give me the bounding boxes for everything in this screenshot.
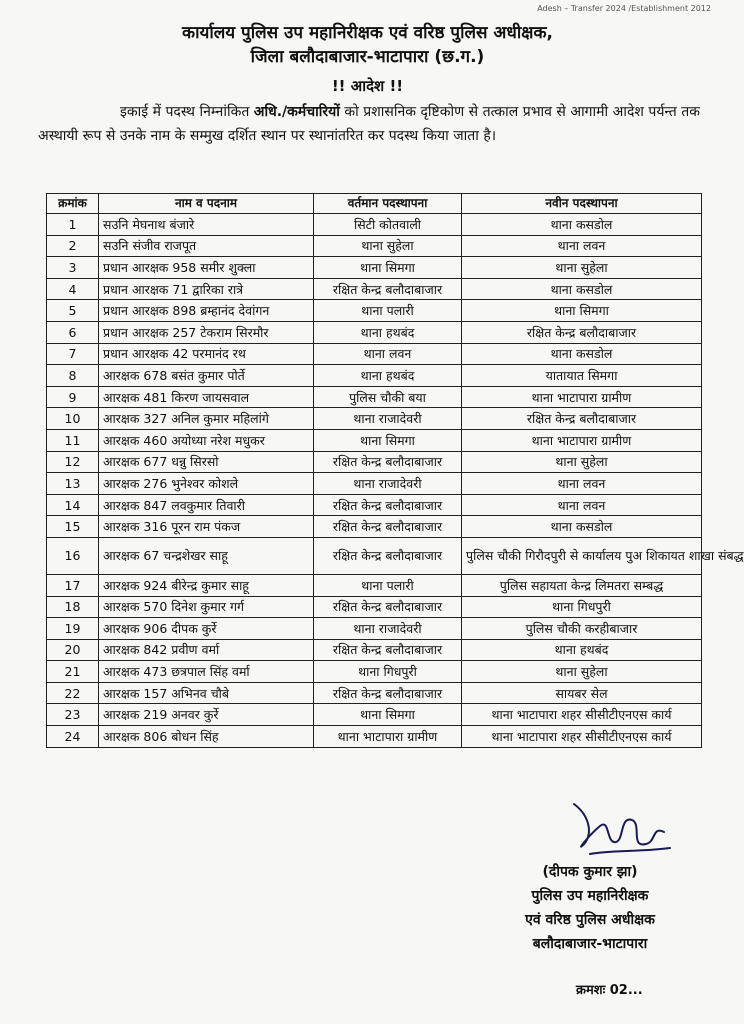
cell-name-designation: सउनि मेघनाथ बंजारे: [99, 214, 314, 236]
table-row: [47, 516, 702, 538]
table-row: [47, 639, 702, 661]
table-row: [47, 300, 702, 322]
table-row: [47, 214, 702, 236]
cell-current-posting: थाना पलारी: [314, 574, 462, 596]
table-row: [47, 321, 702, 343]
cell-new-posting: थाना सिमगा: [462, 300, 702, 322]
table-row: [47, 596, 702, 618]
transfer-table: [46, 193, 744, 748]
cell-current-posting: थाना राजादेवरी: [314, 473, 462, 495]
cell-serial: 19: [47, 618, 99, 640]
cell-current-posting: थाना भाटापारा ग्रामीण: [314, 726, 462, 748]
cell-name-designation: आरक्षक 842 प्रवीण वर्मा: [99, 639, 314, 661]
cell-new-posting: थाना भाटापारा ग्रामीण: [462, 386, 702, 408]
signatory-designation-2: एवं वरिष्ठ पुलिस अधीक्षक: [525, 912, 655, 928]
cell-current-posting: थाना हथबंद: [314, 321, 462, 343]
cell-current-posting: रक्षित केन्द्र बलौदाबाजार: [314, 451, 462, 473]
cell-name-designation: आरक्षक 924 बीरेन्द्र कुमार साहू: [99, 574, 314, 596]
cell-serial: 12: [47, 451, 99, 473]
cell-new-posting: थाना भाटापारा शहर सीसीटीएनएस कार्य: [462, 704, 702, 726]
cell-current-posting: थाना सिमगा: [314, 429, 462, 451]
cell-name-designation: आरक्षक 677 धन्नु सिरसो: [99, 451, 314, 473]
cell-serial: 22: [47, 682, 99, 704]
cell-name-designation: आरक्षक 906 दीपक कुर्रे: [99, 618, 314, 640]
cell-name-designation: आरक्षक 157 अभिनव चौबे: [99, 682, 314, 704]
cell-new-posting: थाना कसडोल: [462, 278, 702, 300]
cell-current-posting: पुलिस चौकी बया: [314, 386, 462, 408]
cell-name-designation: आरक्षक 806 बोधन सिंह: [99, 726, 314, 748]
cell-name-designation: प्रधान आरक्षक 42 परमानंद रथ: [99, 343, 314, 365]
cell-current-posting: रक्षित केन्द्र बलौदाबाजार: [314, 639, 462, 661]
district-title: जिला बलौदाबाजार-भाटापारा (छ.ग.): [250, 47, 485, 67]
table-row: [47, 278, 702, 300]
office-title: कार्यालय पुलिस उप महानिरीक्षक एवं वरिष्ठ पुलिस अधीक्षक,: [182, 23, 553, 43]
cell-new-posting: थाना सुहेला: [462, 257, 702, 279]
cell-name-designation: आरक्षक 67 चन्द्रशेखर साहू: [99, 537, 314, 574]
col-header-serial: क्रमांक: [47, 194, 99, 214]
cell-name-designation: आरक्षक 847 लवकुमार तिवारी: [99, 494, 314, 516]
table-row: [47, 365, 702, 387]
cell-current-posting: थाना राजादेवरी: [314, 408, 462, 430]
cell-new-posting: रक्षित केन्द्र बलौदाबाजार: [462, 408, 702, 430]
cell-new-posting: सायबर सेल: [462, 682, 702, 704]
cell-name-designation: आरक्षक 570 दिनेश कुमार गर्ग: [99, 596, 314, 618]
cell-current-posting: थाना पलारी: [314, 300, 462, 322]
cell-serial: 9: [47, 386, 99, 408]
col-header-new-posting: नवीन पदस्थापना: [462, 194, 702, 214]
table-row: [47, 473, 702, 495]
cell-name-designation: सउनि संजीव राजपूत: [99, 235, 314, 257]
cell-new-posting: थाना भाटापारा शहर सीसीटीएनएस कार्य: [462, 726, 702, 748]
table-row: [47, 682, 702, 704]
cell-serial: 20: [47, 639, 99, 661]
cell-new-posting: पुलिस चौकी गिरौदपुरी से कार्यालय पुअ शिकायत शाखा संबद्ध: [462, 537, 702, 574]
cell-name-designation: प्रधान आरक्षक 71 द्वारिका रात्रे: [99, 278, 314, 300]
signature-mark: [560, 796, 680, 866]
cell-new-posting: थाना भाटापारा ग्रामीण: [462, 429, 702, 451]
cell-serial: 7: [47, 343, 99, 365]
cell-new-posting: थाना गिधपुरी: [462, 596, 702, 618]
table-row: [47, 574, 702, 596]
cell-name-designation: आरक्षक 327 अनिल कुमार महिलांगे: [99, 408, 314, 430]
order-body-paragraph: इकाई में पदस्थ निम्नांकित अधि./कर्मचारियों को प्रशासनिक दृष्टिकोण से तत्काल प्रभाव से आगामी आदेश पर्यन्त तक अस्थायी रूप से उनके नाम के सम्मुख दर्शित स्थान पर स्थानांतरित कर पदस्थ किया जाता है।: [38, 104, 700, 144]
order-body-bold: अधि./कर्मचारियों: [253, 104, 340, 120]
cell-new-posting: थाना हथबंद: [462, 639, 702, 661]
table-row: [47, 618, 702, 640]
cell-serial: 2: [47, 235, 99, 257]
cell-name-designation: प्रधान आरक्षक 257 टेकराम सिरमौर: [99, 321, 314, 343]
cell-current-posting: थाना सिमगा: [314, 704, 462, 726]
cell-current-posting: थाना लवन: [314, 343, 462, 365]
document-reference-note: Adesh – Transfer 2024 /Establishment 2012: [537, 4, 711, 13]
cell-serial: 11: [47, 429, 99, 451]
cell-serial: 18: [47, 596, 99, 618]
table-row: [47, 408, 702, 430]
cell-current-posting: थाना हथबंद: [314, 365, 462, 387]
cell-new-posting: थाना कसडोल: [462, 516, 702, 538]
cell-name-designation: आरक्षक 219 अनवर कुर्रे: [99, 704, 314, 726]
cell-serial: 3: [47, 257, 99, 279]
cell-new-posting: थाना लवन: [462, 235, 702, 257]
cell-serial: 5: [47, 300, 99, 322]
cell-name-designation: आरक्षक 473 छत्रपाल सिंह वर्मा: [99, 661, 314, 683]
cell-new-posting: थाना सुहेला: [462, 661, 702, 683]
cell-new-posting: थाना सुहेला: [462, 451, 702, 473]
table-row: [47, 661, 702, 683]
cell-serial: 4: [47, 278, 99, 300]
cell-serial: 13: [47, 473, 99, 495]
cell-name-designation: आरक्षक 481 किरण जायसवाल: [99, 386, 314, 408]
table-row: [47, 704, 702, 726]
cell-current-posting: थाना सिमगा: [314, 257, 462, 279]
cell-new-posting: थाना लवन: [462, 473, 702, 495]
cell-serial: 16: [47, 537, 99, 574]
cell-current-posting: सिटी कोतवाली: [314, 214, 462, 236]
cell-serial: 21: [47, 661, 99, 683]
cell-current-posting: रक्षित केन्द्र बलौदाबाजार: [314, 494, 462, 516]
table-row: [47, 257, 702, 279]
cell-new-posting: यातायात सिमगा: [462, 365, 702, 387]
table-row: [47, 235, 702, 257]
cell-current-posting: रक्षित केन्द्र बलौदाबाजार: [314, 596, 462, 618]
table-row: [47, 386, 702, 408]
signatory-name: (दीपक कुमार झा): [542, 864, 638, 880]
table-row: [47, 343, 702, 365]
cell-name-designation: आरक्षक 678 बसंत कुमार पोर्ते: [99, 365, 314, 387]
cell-serial: 14: [47, 494, 99, 516]
cell-serial: 23: [47, 704, 99, 726]
cell-current-posting: रक्षित केन्द्र बलौदाबाजार: [314, 537, 462, 574]
cell-new-posting: पुलिस चौकी करहीबाजार: [462, 618, 702, 640]
cell-current-posting: थाना सुहेला: [314, 235, 462, 257]
cell-current-posting: रक्षित केन्द्र बलौदाबाजार: [314, 278, 462, 300]
col-header-name: नाम व पदनाम: [99, 194, 314, 214]
cell-name-designation: आरक्षक 460 अयोध्या नरेश मधुकर: [99, 429, 314, 451]
cell-name-designation: प्रधान आरक्षक 898 ब्रम्हानंद देवांगन: [99, 300, 314, 322]
transfer-table-body: [47, 214, 744, 748]
table-header-row: [47, 194, 702, 214]
cell-name-designation: आरक्षक 316 पूरन राम पंकज: [99, 516, 314, 538]
cell-serial: 15: [47, 516, 99, 538]
order-title: !! आदेश !!: [331, 77, 404, 95]
table-row: [47, 451, 702, 473]
cell-serial: 17: [47, 574, 99, 596]
cell-serial: 24: [47, 726, 99, 748]
cell-new-posting: रक्षित केन्द्र बलौदाबाजार: [462, 321, 702, 343]
table-row: [47, 726, 702, 748]
cell-new-posting: पुलिस सहायता केन्द्र लिमतरा सम्बद्ध: [462, 574, 702, 596]
cell-name-designation: आरक्षक 276 भुनेश्वर कोशले: [99, 473, 314, 495]
cell-serial: 8: [47, 365, 99, 387]
cell-serial: 1: [47, 214, 99, 236]
cell-new-posting: थाना कसडोल: [462, 214, 702, 236]
cell-serial: 6: [47, 321, 99, 343]
col-header-current-posting: वर्तमान पदस्थापना: [314, 194, 462, 214]
table-row: [47, 429, 702, 451]
signatory-district: बलौदाबाजार-भाटापारा: [532, 936, 648, 952]
cell-current-posting: थाना राजादेवरी: [314, 618, 462, 640]
table-row: [47, 494, 702, 516]
signatory-designation-1: पुलिस उप महानिरीक्षक: [531, 888, 649, 904]
table-row: [47, 537, 702, 574]
cell-name-designation: प्रधान आरक्षक 958 समीर शुक्ला: [99, 257, 314, 279]
cell-current-posting: थाना गिधपुरी: [314, 661, 462, 683]
cell-current-posting: रक्षित केन्द्र बलौदाबाजार: [314, 682, 462, 704]
cell-current-posting: रक्षित केन्द्र बलौदाबाजार: [314, 516, 462, 538]
cell-new-posting: थाना लवन: [462, 494, 702, 516]
cell-serial: 10: [47, 408, 99, 430]
continuation-marker: क्रमशः 02...: [576, 983, 643, 998]
cell-new-posting: थाना कसडोल: [462, 343, 702, 365]
